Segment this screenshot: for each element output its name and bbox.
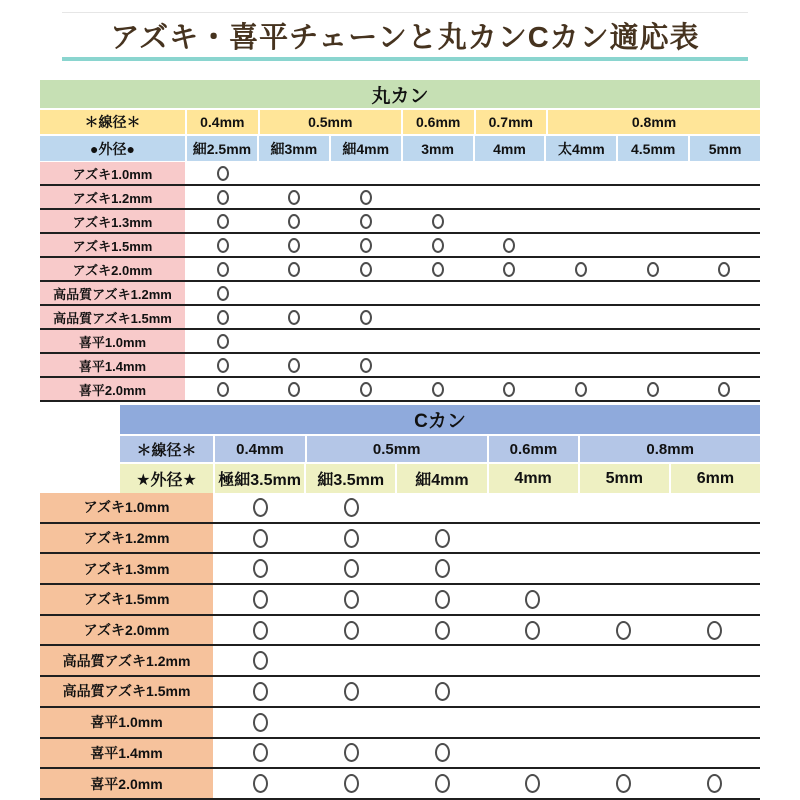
compatibility-cell [397, 585, 488, 614]
compatibility-cell [545, 210, 617, 232]
compatibility-cell [397, 554, 488, 583]
compatibility-cell [397, 493, 488, 522]
compatibility-cell [397, 677, 488, 706]
circle-mark-icon [217, 334, 229, 349]
compatibility-cell [669, 646, 760, 675]
outer-diameter-value-cell: 4mm [489, 464, 578, 493]
compatibility-cell [578, 616, 669, 645]
compatibility-cell [330, 162, 402, 184]
compatibility-cell [187, 306, 259, 328]
circle-mark-icon [525, 590, 540, 609]
compatibility-cell [474, 354, 546, 376]
compatibility-cell [669, 708, 760, 737]
circle-mark-icon [253, 559, 268, 578]
compatibility-cell [187, 210, 259, 232]
compatibility-cell [215, 493, 306, 522]
compatibility-cell [487, 585, 578, 614]
chain-type-label: 喜平1.4mm [40, 354, 185, 376]
table-row [40, 524, 760, 555]
compatibility-cell [474, 306, 546, 328]
table-row [40, 258, 760, 282]
compatibility-cell [474, 378, 546, 400]
compatibility-cell [617, 306, 689, 328]
compatibility-cell [688, 330, 760, 352]
circle-mark-icon [360, 190, 372, 205]
compatibility-cell [474, 282, 546, 304]
compatibility-cell [487, 769, 578, 798]
table-row [40, 646, 760, 677]
compatibility-cell [545, 306, 617, 328]
compatibility-cell [545, 162, 617, 184]
compatibility-cell [187, 282, 259, 304]
table-row [40, 739, 760, 770]
table-row [40, 162, 760, 186]
compatibility-cell [474, 186, 546, 208]
marukan-table-header [40, 80, 760, 163]
compatibility-cell [617, 162, 689, 184]
compatibility-cell [688, 234, 760, 256]
circle-mark-icon [435, 774, 450, 793]
compatibility-cell [402, 306, 474, 328]
compatibility-cell [487, 646, 578, 675]
compatibility-cell [306, 554, 397, 583]
circle-mark-icon [575, 262, 587, 277]
wire-diameter-value-cell: 0.7mm [476, 110, 547, 134]
chain-type-label: アズキ1.2mm [40, 186, 185, 208]
compatibility-cell [187, 258, 259, 280]
compatibility-cell [578, 677, 669, 706]
circle-mark-icon [360, 214, 372, 229]
compatibility-cell [474, 258, 546, 280]
compatibility-cell [669, 616, 760, 645]
wire-diameter-value-cell: 0.5mm [260, 110, 401, 134]
compatibility-cell [402, 162, 474, 184]
compatibility-cell [259, 162, 331, 184]
chain-type-label: アズキ1.2mm [40, 524, 213, 553]
circle-mark-icon [253, 774, 268, 793]
compatibility-cell [187, 378, 259, 400]
circle-mark-icon [503, 382, 515, 397]
chain-type-label: 高品質アズキ1.5mm [40, 677, 213, 706]
circle-mark-icon [288, 262, 300, 277]
compatibility-cell [397, 616, 488, 645]
outer-diameter-value-cell: 5mm [580, 464, 669, 493]
chain-type-label: アズキ2.0mm [40, 616, 213, 645]
compatibility-cell [688, 354, 760, 376]
compatibility-cell [474, 162, 546, 184]
compatibility-cell [688, 162, 760, 184]
circle-mark-icon [616, 774, 631, 793]
compatibility-cell [306, 616, 397, 645]
wire-diameter-header-cell: ＊線径＊ [40, 110, 185, 134]
circle-mark-icon [707, 774, 722, 793]
circle-mark-icon [217, 358, 229, 373]
circle-mark-icon [435, 682, 450, 701]
compatibility-cell [545, 378, 617, 400]
compatibility-cell [259, 210, 331, 232]
table-row [40, 585, 760, 616]
compatibility-cell [669, 585, 760, 614]
ckan-outer-diameter-row [120, 464, 760, 493]
wire-diameter-value-cell: 0.6mm [403, 110, 474, 134]
compatibility-cell [259, 354, 331, 376]
compatibility-cell [578, 585, 669, 614]
compatibility-cell [688, 306, 760, 328]
chain-type-label: アズキ1.5mm [40, 234, 185, 256]
circle-mark-icon [503, 262, 515, 277]
wire-diameter-value-cell: 0.4mm [215, 436, 305, 462]
circle-mark-icon [253, 621, 268, 640]
compatibility-cell [402, 234, 474, 256]
circle-mark-icon [288, 190, 300, 205]
outer-diameter-value-cell: 6mm [671, 464, 760, 493]
table-row [40, 354, 760, 378]
circle-mark-icon [503, 238, 515, 253]
compatibility-cell [487, 493, 578, 522]
marukan-table-rows [40, 162, 760, 402]
outer-diameter-value-cell: 極細3.5mm [215, 464, 304, 493]
compatibility-cell [688, 378, 760, 400]
compatibility-cell [617, 186, 689, 208]
compatibility-cell [578, 646, 669, 675]
circle-mark-icon [360, 238, 372, 253]
circle-mark-icon [432, 262, 444, 277]
compatibility-cell [330, 378, 402, 400]
compatibility-cell [545, 330, 617, 352]
compatibility-cell [215, 677, 306, 706]
compatibility-cell [617, 354, 689, 376]
compatibility-cell [402, 330, 474, 352]
ckan-table-header [120, 405, 760, 495]
wire-diameter-value-cell: 0.6mm [489, 436, 579, 462]
compatibility-cell [402, 210, 474, 232]
circle-mark-icon [217, 262, 229, 277]
chain-type-label: 高品質アズキ1.5mm [40, 306, 185, 328]
table-row [40, 234, 760, 258]
compatibility-cell [259, 282, 331, 304]
circle-mark-icon [344, 498, 359, 517]
chain-type-label: 喜平1.4mm [40, 739, 213, 768]
compatibility-cell [330, 354, 402, 376]
compatibility-cell [669, 769, 760, 798]
wire-diameter-value-cell: 0.4mm [187, 110, 258, 134]
table-row [40, 493, 760, 524]
compatibility-cell [402, 282, 474, 304]
compatibility-cell [306, 646, 397, 675]
compatibility-cell [259, 234, 331, 256]
circle-mark-icon [288, 310, 300, 325]
compatibility-cell [402, 378, 474, 400]
compatibility-cell [617, 258, 689, 280]
page-title: アズキ・喜平チェーンと丸カンCカン適応表 [110, 21, 700, 54]
circle-mark-icon [718, 382, 730, 397]
circle-mark-icon [435, 743, 450, 762]
compatibility-cell [306, 708, 397, 737]
compatibility-cell [669, 554, 760, 583]
compatibility-cell [669, 493, 760, 522]
chain-type-label: 喜平1.0mm [40, 330, 185, 352]
compatibility-cell [545, 186, 617, 208]
compatibility-cell [487, 708, 578, 737]
wire-diameter-value-cell: 0.8mm [580, 436, 760, 462]
outer-diameter-value-cell: 細4mm [331, 136, 401, 161]
circle-mark-icon [344, 590, 359, 609]
compatibility-cell [688, 210, 760, 232]
circle-mark-icon [217, 310, 229, 325]
circle-mark-icon [360, 310, 372, 325]
compatibility-cell [487, 524, 578, 553]
table-row [40, 186, 760, 210]
chain-type-label: 喜平1.0mm [40, 708, 213, 737]
compatibility-cell [397, 769, 488, 798]
compatibility-cell [330, 210, 402, 232]
compatibility-cell [402, 186, 474, 208]
circle-mark-icon [360, 262, 372, 277]
compatibility-cell [669, 524, 760, 553]
compatibility-cell [688, 186, 760, 208]
marukan-outer-diameter-row [40, 136, 760, 161]
circle-mark-icon [525, 774, 540, 793]
ckan-table-rows [40, 493, 760, 800]
compatibility-cell [397, 646, 488, 675]
compatibility-cell [306, 524, 397, 553]
chain-type-label: アズキ1.3mm [40, 554, 213, 583]
chain-type-label: アズキ1.3mm [40, 210, 185, 232]
outer-diameter-value-cell: 太4mm [546, 136, 616, 161]
compatibility-cell [259, 378, 331, 400]
chain-type-label: アズキ1.0mm [40, 162, 185, 184]
circle-mark-icon [288, 358, 300, 373]
circle-mark-icon [344, 529, 359, 548]
outer-diameter-value-cell: 3mm [403, 136, 473, 161]
page-title-block [62, 12, 748, 61]
outer-diameter-value-cell: 細2.5mm [187, 136, 257, 161]
chain-type-label: 高品質アズキ1.2mm [40, 282, 185, 304]
compatibility-cell [306, 493, 397, 522]
compatibility-cell [617, 210, 689, 232]
chain-type-label: アズキ1.0mm [40, 493, 213, 522]
chain-type-label: 喜平2.0mm [40, 378, 185, 400]
circle-mark-icon [253, 743, 268, 762]
table-row [40, 769, 760, 800]
chain-type-label: 高品質アズキ1.2mm [40, 646, 213, 675]
circle-mark-icon [253, 713, 268, 732]
circle-mark-icon [217, 238, 229, 253]
circle-mark-icon [575, 382, 587, 397]
circle-mark-icon [344, 621, 359, 640]
outer-diameter-value-cell: 5mm [690, 136, 760, 161]
circle-mark-icon [344, 682, 359, 701]
wire-diameter-value-cell: 0.5mm [307, 436, 487, 462]
compatibility-cell [306, 585, 397, 614]
circle-mark-icon [344, 559, 359, 578]
circle-mark-icon [360, 382, 372, 397]
circle-mark-icon [435, 590, 450, 609]
compatibility-cell [259, 186, 331, 208]
compatibility-cell [578, 493, 669, 522]
circle-mark-icon [435, 621, 450, 640]
circle-mark-icon [253, 590, 268, 609]
table-row [40, 616, 760, 647]
compatibility-cell [215, 524, 306, 553]
circle-mark-icon [253, 498, 268, 517]
circle-mark-icon [217, 190, 229, 205]
compatibility-cell [402, 258, 474, 280]
compatibility-cell [330, 186, 402, 208]
compatibility-cell [215, 739, 306, 768]
circle-mark-icon [360, 358, 372, 373]
circle-mark-icon [435, 559, 450, 578]
compatibility-cell [474, 234, 546, 256]
circle-mark-icon [253, 529, 268, 548]
table-row [40, 554, 760, 585]
compatibility-cell [402, 354, 474, 376]
circle-mark-icon [344, 774, 359, 793]
compatibility-cell [306, 739, 397, 768]
compatibility-cell [397, 524, 488, 553]
compatibility-cell [578, 554, 669, 583]
chain-type-label: アズキ1.5mm [40, 585, 213, 614]
compatibility-cell [474, 210, 546, 232]
compatibility-cell [487, 677, 578, 706]
outer-diameter-header-cell: ●外径● [40, 136, 185, 161]
outer-diameter-header-cell: ★外径★ [120, 464, 213, 493]
compatibility-cell [330, 306, 402, 328]
compatibility-cell [545, 234, 617, 256]
compatibility-cell [669, 677, 760, 706]
compatibility-cell [330, 258, 402, 280]
compatibility-cell [215, 554, 306, 583]
compatibility-cell [187, 162, 259, 184]
circle-mark-icon [432, 382, 444, 397]
compatibility-cell [187, 354, 259, 376]
compatibility-cell [215, 769, 306, 798]
compatibility-cell [259, 258, 331, 280]
compatibility-cell [215, 708, 306, 737]
circle-mark-icon [288, 214, 300, 229]
compatibility-cell [259, 330, 331, 352]
compatibility-cell [397, 708, 488, 737]
circle-mark-icon [432, 214, 444, 229]
circle-mark-icon [217, 214, 229, 229]
table-row [40, 306, 760, 330]
outer-diameter-value-cell: 細3mm [259, 136, 329, 161]
circle-mark-icon [217, 286, 229, 301]
compatibility-cell [215, 646, 306, 675]
table-row [40, 708, 760, 739]
marukan-table-title: 丸カン [40, 80, 760, 108]
circle-mark-icon [435, 529, 450, 548]
compatibility-cell [688, 282, 760, 304]
compatibility-cell [617, 282, 689, 304]
compatibility-cell [259, 306, 331, 328]
circle-mark-icon [217, 382, 229, 397]
compatibility-cell [306, 769, 397, 798]
circle-mark-icon [253, 651, 268, 670]
compatibility-cell [487, 554, 578, 583]
compatibility-cell [330, 282, 402, 304]
wire-diameter-header-cell: ＊線径＊ [120, 436, 213, 462]
compatibility-cell [474, 330, 546, 352]
compatibility-cell [330, 330, 402, 352]
outer-diameter-value-cell: 4mm [475, 136, 545, 161]
compatibility-cell [397, 739, 488, 768]
compatibility-cell [545, 282, 617, 304]
compatibility-cell [688, 258, 760, 280]
compatibility-cell [617, 234, 689, 256]
compatibility-cell [187, 234, 259, 256]
circle-mark-icon [707, 621, 722, 640]
table-row [40, 282, 760, 306]
circle-mark-icon [718, 262, 730, 277]
compatibility-cell [578, 739, 669, 768]
compatibility-cell [487, 739, 578, 768]
compatibility-cell [578, 708, 669, 737]
circle-mark-icon [217, 166, 229, 181]
table-row [40, 677, 760, 708]
compatibility-cell [578, 524, 669, 553]
outer-diameter-value-cell: 4.5mm [618, 136, 688, 161]
compatibility-cell [215, 585, 306, 614]
compatibility-cell [187, 186, 259, 208]
compatibility-cell [669, 739, 760, 768]
circle-mark-icon [616, 621, 631, 640]
outer-diameter-value-cell: 細3.5mm [306, 464, 395, 493]
compatibility-cell [578, 769, 669, 798]
table-row [40, 210, 760, 234]
compatibility-cell [187, 330, 259, 352]
chain-type-label: 喜平2.0mm [40, 769, 213, 798]
compatibility-cell [617, 330, 689, 352]
compatibility-cell [330, 234, 402, 256]
circle-mark-icon [525, 621, 540, 640]
ckan-wire-diameter-row [120, 436, 760, 462]
compatibility-cell [487, 616, 578, 645]
circle-mark-icon [288, 382, 300, 397]
circle-mark-icon [432, 238, 444, 253]
compatibility-cell [545, 354, 617, 376]
marukan-wire-diameter-row [40, 110, 760, 134]
wire-diameter-value-cell: 0.8mm [548, 110, 760, 134]
chain-type-label: アズキ2.0mm [40, 258, 185, 280]
circle-mark-icon [647, 262, 659, 277]
circle-mark-icon [647, 382, 659, 397]
ckan-table-title: Cカン [120, 405, 760, 434]
table-row [40, 378, 760, 402]
compatibility-cell [215, 616, 306, 645]
compatibility-cell [617, 378, 689, 400]
circle-mark-icon [288, 238, 300, 253]
compatibility-cell [545, 258, 617, 280]
circle-mark-icon [253, 682, 268, 701]
compatibility-cell [306, 677, 397, 706]
table-row [40, 330, 760, 354]
outer-diameter-value-cell: 細4mm [397, 464, 486, 493]
circle-mark-icon [344, 743, 359, 762]
